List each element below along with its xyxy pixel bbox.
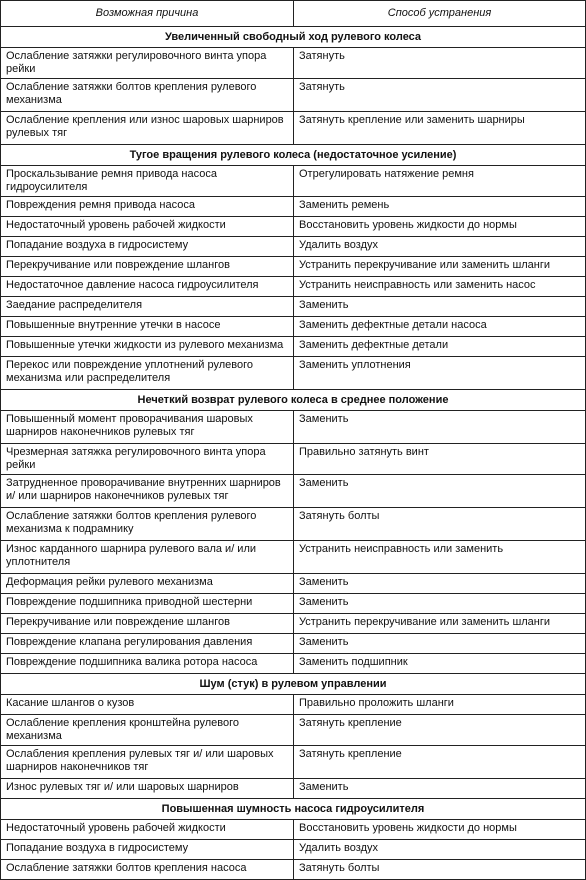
cause-cell: Перекос или повреждение уплотнений рулевого механизма или распределителя: [1, 357, 294, 390]
table-row: [1, 217, 586, 237]
table-row: [1, 257, 586, 277]
header-cause: Возможная причина: [1, 1, 294, 27]
table-row: [1, 337, 586, 357]
table-row: [1, 277, 586, 297]
cause-cell: Перекручивание или повреждение шлангов: [1, 257, 294, 277]
remedy-cell: Затянуть крепление: [294, 746, 586, 779]
cause-cell: Попадание воздуха в гидросистему: [1, 237, 294, 257]
remedy-cell: Удалить воздух: [294, 840, 586, 860]
table-row: [1, 357, 586, 390]
cause-cell: Деформация рейки рулевого механизма: [1, 574, 294, 594]
cause-cell: Ослабление затяжки регулировочного винта упора рейки: [1, 48, 294, 79]
remedy-cell: Заменить дефектные детали насоса: [294, 317, 586, 337]
remedy-cell: Заменить: [294, 297, 586, 317]
table-row: [1, 574, 586, 594]
cause-cell: Недостаточный уровень рабочей жидкости: [1, 217, 294, 237]
cause-cell: Попадание воздуха в гидросистему: [1, 840, 294, 860]
cause-cell: Ослабление крепления кронштейна рулевого механизма: [1, 715, 294, 746]
table-row: [1, 411, 586, 444]
remedy-cell: Затянуть болты: [294, 860, 586, 880]
remedy-cell: Заменить: [294, 574, 586, 594]
remedy-cell: Правильно затянуть винт: [294, 444, 586, 475]
cause-cell: Повреждения ремня привода насоса: [1, 197, 294, 217]
cause-cell: Ослабления крепления рулевых тяг и/ или шаровых шарниров наконечников тяг: [1, 746, 294, 779]
table-row: [1, 237, 586, 257]
table-row: [1, 297, 586, 317]
remedy-cell: Заменить ремень: [294, 197, 586, 217]
table-row: [1, 79, 586, 112]
section-title: Шум (стук) в рулевом управлении: [1, 674, 586, 695]
remedy-cell: Устранить неисправность или заменить насос: [294, 277, 586, 297]
table-body: [1, 27, 586, 880]
table-row: [1, 594, 586, 614]
table-row: [1, 779, 586, 799]
remedy-cell: Заменить: [294, 475, 586, 508]
table-row: [1, 508, 586, 541]
remedy-cell: Отрегулировать натяжение ремня: [294, 166, 586, 197]
table-row: [1, 541, 586, 574]
remedy-cell: Удалить воздух: [294, 237, 586, 257]
header-remedy: Способ устранения: [294, 1, 586, 27]
cause-cell: Недостаточный уровень рабочей жидкости: [1, 820, 294, 840]
remedy-cell: Затянуть: [294, 48, 586, 79]
table-row: [1, 860, 586, 880]
table-row: [1, 197, 586, 217]
cause-cell: Повреждение клапана регулирования давления: [1, 634, 294, 654]
cause-cell: Ослабление крепления или износ шаровых шарниров рулевых тяг: [1, 112, 294, 145]
remedy-cell: Затянуть крепление: [294, 715, 586, 746]
remedy-cell: Заменить: [294, 411, 586, 444]
cause-cell: Проскальзывание ремня привода насоса гидроусилителя: [1, 166, 294, 197]
remedy-cell: Восстановить уровень жидкости до нормы: [294, 217, 586, 237]
cause-cell: Заедание распределителя: [1, 297, 294, 317]
table-row: [1, 614, 586, 634]
cause-cell: Повреждение подшипника валика ротора насоса: [1, 654, 294, 674]
table-row: [1, 48, 586, 79]
section-title: Увеличенный свободный ход рулевого колеса: [1, 27, 586, 48]
section-title: Повышенная шумность насоса гидроусилителя: [1, 799, 586, 820]
cause-cell: Повышенные утечки жидкости из рулевого механизма: [1, 337, 294, 357]
table-row: [1, 317, 586, 337]
table-row: [1, 715, 586, 746]
cause-cell: Ослабление затяжки болтов крепления насоса: [1, 860, 294, 880]
cause-cell: Повреждение подшипника приводной шестерни: [1, 594, 294, 614]
remedy-cell: Заменить подшипник: [294, 654, 586, 674]
cause-cell: Ослабление затяжки болтов крепления рулевого механизма: [1, 79, 294, 112]
table-header-row: [1, 1, 586, 27]
section-row: [1, 799, 586, 820]
remedy-cell: Затянуть крепление или заменить шарниры: [294, 112, 586, 145]
remedy-cell: Заменить: [294, 634, 586, 654]
section-row: [1, 674, 586, 695]
table-row: [1, 695, 586, 715]
section-row: [1, 27, 586, 48]
remedy-cell: Устранить перекручивание или заменить шланги: [294, 257, 586, 277]
remedy-cell: Затянуть: [294, 79, 586, 112]
section-row: [1, 145, 586, 166]
remedy-cell: Правильно проложить шланги: [294, 695, 586, 715]
table-row: [1, 634, 586, 654]
section-row: [1, 390, 586, 411]
remedy-cell: Устранить неисправность или заменить: [294, 541, 586, 574]
section-title: Тугое вращения рулевого колеса (недостаточное усиление): [1, 145, 586, 166]
table-row: [1, 654, 586, 674]
cause-cell: Ослабление затяжки болтов крепления рулевого механизма к подрамнику: [1, 508, 294, 541]
table-row: [1, 475, 586, 508]
remedy-cell: Заменить: [294, 779, 586, 799]
table-row: [1, 166, 586, 197]
cause-cell: Касание шлангов о кузов: [1, 695, 294, 715]
remedy-cell: Заменить уплотнения: [294, 357, 586, 390]
table-row: [1, 746, 586, 779]
table-row: [1, 820, 586, 840]
cause-cell: Недостаточное давление насоса гидроусилителя: [1, 277, 294, 297]
remedy-cell: Затянуть болты: [294, 508, 586, 541]
section-title: Нечеткий возврат рулевого колеса в среднее положение: [1, 390, 586, 411]
cause-cell: Чрезмерная затяжка регулировочного винта упора рейки: [1, 444, 294, 475]
table-row: [1, 112, 586, 145]
cause-cell: Перекручивание или повреждение шлангов: [1, 614, 294, 634]
remedy-cell: Восстановить уровень жидкости до нормы: [294, 820, 586, 840]
remedy-cell: Устранить перекручивание или заменить шланги: [294, 614, 586, 634]
cause-cell: Износ рулевых тяг и/ или шаровых шарниров: [1, 779, 294, 799]
cause-cell: Повышенный момент проворачивания шаровых шарниров наконечников рулевых тяг: [1, 411, 294, 444]
cause-cell: Повышенные внутренние утечки в насосе: [1, 317, 294, 337]
cause-cell: Износ карданного шарнира рулевого вала и/ или уплотнителя: [1, 541, 294, 574]
table-row: [1, 840, 586, 860]
remedy-cell: Заменить дефектные детали: [294, 337, 586, 357]
table-row: [1, 444, 586, 475]
remedy-cell: Заменить: [294, 594, 586, 614]
cause-cell: Затрудненное проворачивание внутренних шарниров и/ или шарниров наконечников рулевых тяг: [1, 475, 294, 508]
